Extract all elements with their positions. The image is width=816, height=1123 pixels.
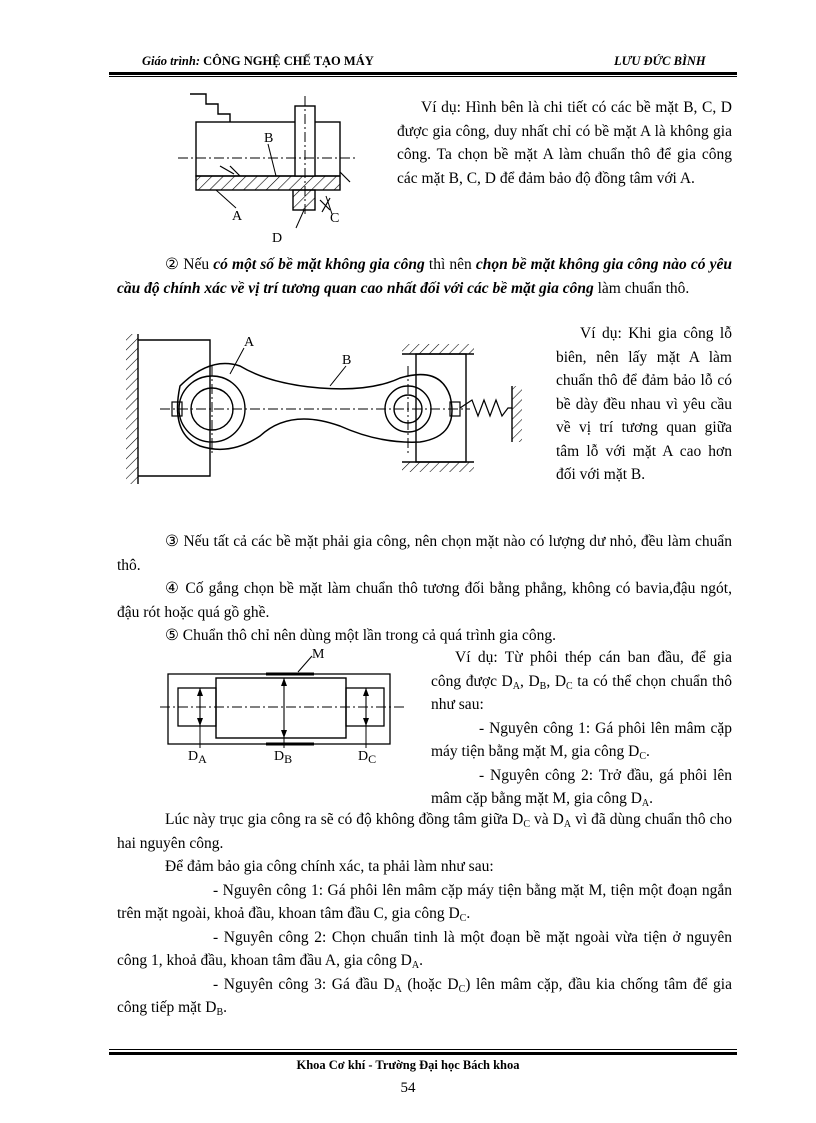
fig3-label-db: DB — [274, 749, 293, 766]
rule-5: ⑤ Chuẩn thô chỉ nên dùng một lần trong cả quá trình gia công. — [165, 627, 556, 644]
header-rule-thin — [109, 76, 737, 77]
header-author: LƯU ĐỨC BÌNH — [614, 54, 706, 68]
step-3: - Nguyên công 3: Gá đầu $D_A$ (hoặc $D_C$) lên mâm cặp, đầu kia chống tâm để gia công tiếp mặt $D_B$. — [117, 975, 732, 1018]
header-book-title: Giáo trình: CÔNG NGHỆ CHẾ TẠO MÁY — [142, 54, 374, 68]
rule-3: ③ Nếu tất cả các bề mặt phải gia công, nên chọn mặt nào có lượng dư nhỏ, đều làm chuẩn thô. — [117, 533, 732, 574]
footer-rule-thin — [109, 1049, 737, 1050]
example3-text: Ví dụ: Từ phôi thép cán ban đầu, để gia công được $D_A$, $D_B$, $D_C$ ta có thể chọn chuẩn thô như sau: - Nguyên công 1: Gá phôi lên mâm cặp máy tiện bằng mặt M, gia công $D_C$. - Nguyên công 2: Trở đầu, gá phôi lên mâm cặp bằng mặt M, gia công $D_A$. — [431, 649, 732, 809]
fig3-label-dc: DC — [358, 749, 377, 766]
fig1-label-c: C — [330, 211, 340, 226]
fig3-label-da: DA — [188, 749, 207, 766]
header-rule-thick — [109, 72, 737, 75]
paragraph-intro: Để đảm bảo gia công chính xác, ta phải làm như sau: — [165, 858, 494, 875]
page-number: 54 — [400, 1080, 416, 1096]
corrective-procedure — [117, 808, 732, 1020]
fig1-label-d: D — [272, 231, 283, 246]
figure-shaft-part — [160, 92, 360, 247]
step-1: - Nguyên công 1: Gá phôi lên mâm cặp máy tiện bằng mặt M, tiện một đoạn ngắn trên mặt ngoài, khoả đầu, khoan tâm đầu C, gia công $D_C$. — [117, 881, 732, 924]
figure-connecting-rod — [120, 326, 540, 486]
paragraph-concentricity: Lúc này trục gia công ra sẽ có độ không đồng tâm giữa $D_C$ và $D_A$ vì đã dùng chuẩn thô cho hai nguyên công. — [117, 811, 732, 852]
figure-stepped-shaft — [160, 644, 410, 769]
fig2-label-b: B — [342, 353, 352, 368]
rule-4: ④ Cố gắng chọn bề mặt làm chuẩn thô tương đối bằng phẳng, không có bavia,đậu ngót, đậu rót hoặc quá gồ ghề. — [117, 580, 732, 621]
example1-text: Ví dụ: Hình bên là chi tiết có các bề mặt B, C, D được gia công, duy nhất chỉ có bề mặt A là không gia công. Ta chọn bề mặt A làm chuẩn thô để gia công các mặt B, C, D để đảm bảo độ đồng tâm với A. — [397, 99, 732, 187]
fig1-label-a: A — [232, 209, 243, 224]
rule-2: ② Nếu có một số bề mặt không gia công thì nên chọn bề mặt không gia công nào có yêu cầu độ chính xác về vị trí tương quan cao nhất đối với các bề mặt gia công làm chuẩn thô. — [117, 256, 732, 297]
fig2-label-a: A — [244, 335, 255, 350]
step-2: - Nguyên công 2: Chọn chuẩn tinh là một đoạn bề mặt ngoài vừa tiện ở nguyên công 1, khoả đầu, khoan tâm đầu A, gia công $D_A$. — [117, 928, 732, 971]
footer-faculty: Khoa Cơ khí - Trường Đại học Bách khoa — [296, 1058, 520, 1072]
example2-text: Ví dụ: Khi gia công lỗ biên, nên lấy mặt A làm chuẩn thô để đảm bảo lỗ có bề dày đều nhau vì yêu cầu về vị trí tương quan giữa tâm lỗ với mặt A cao hơn đối với mặt B. — [556, 325, 732, 483]
footer-rule-thick — [109, 1052, 737, 1055]
fig3-label-m: M — [312, 647, 325, 662]
fig1-label-b: B — [264, 131, 274, 146]
